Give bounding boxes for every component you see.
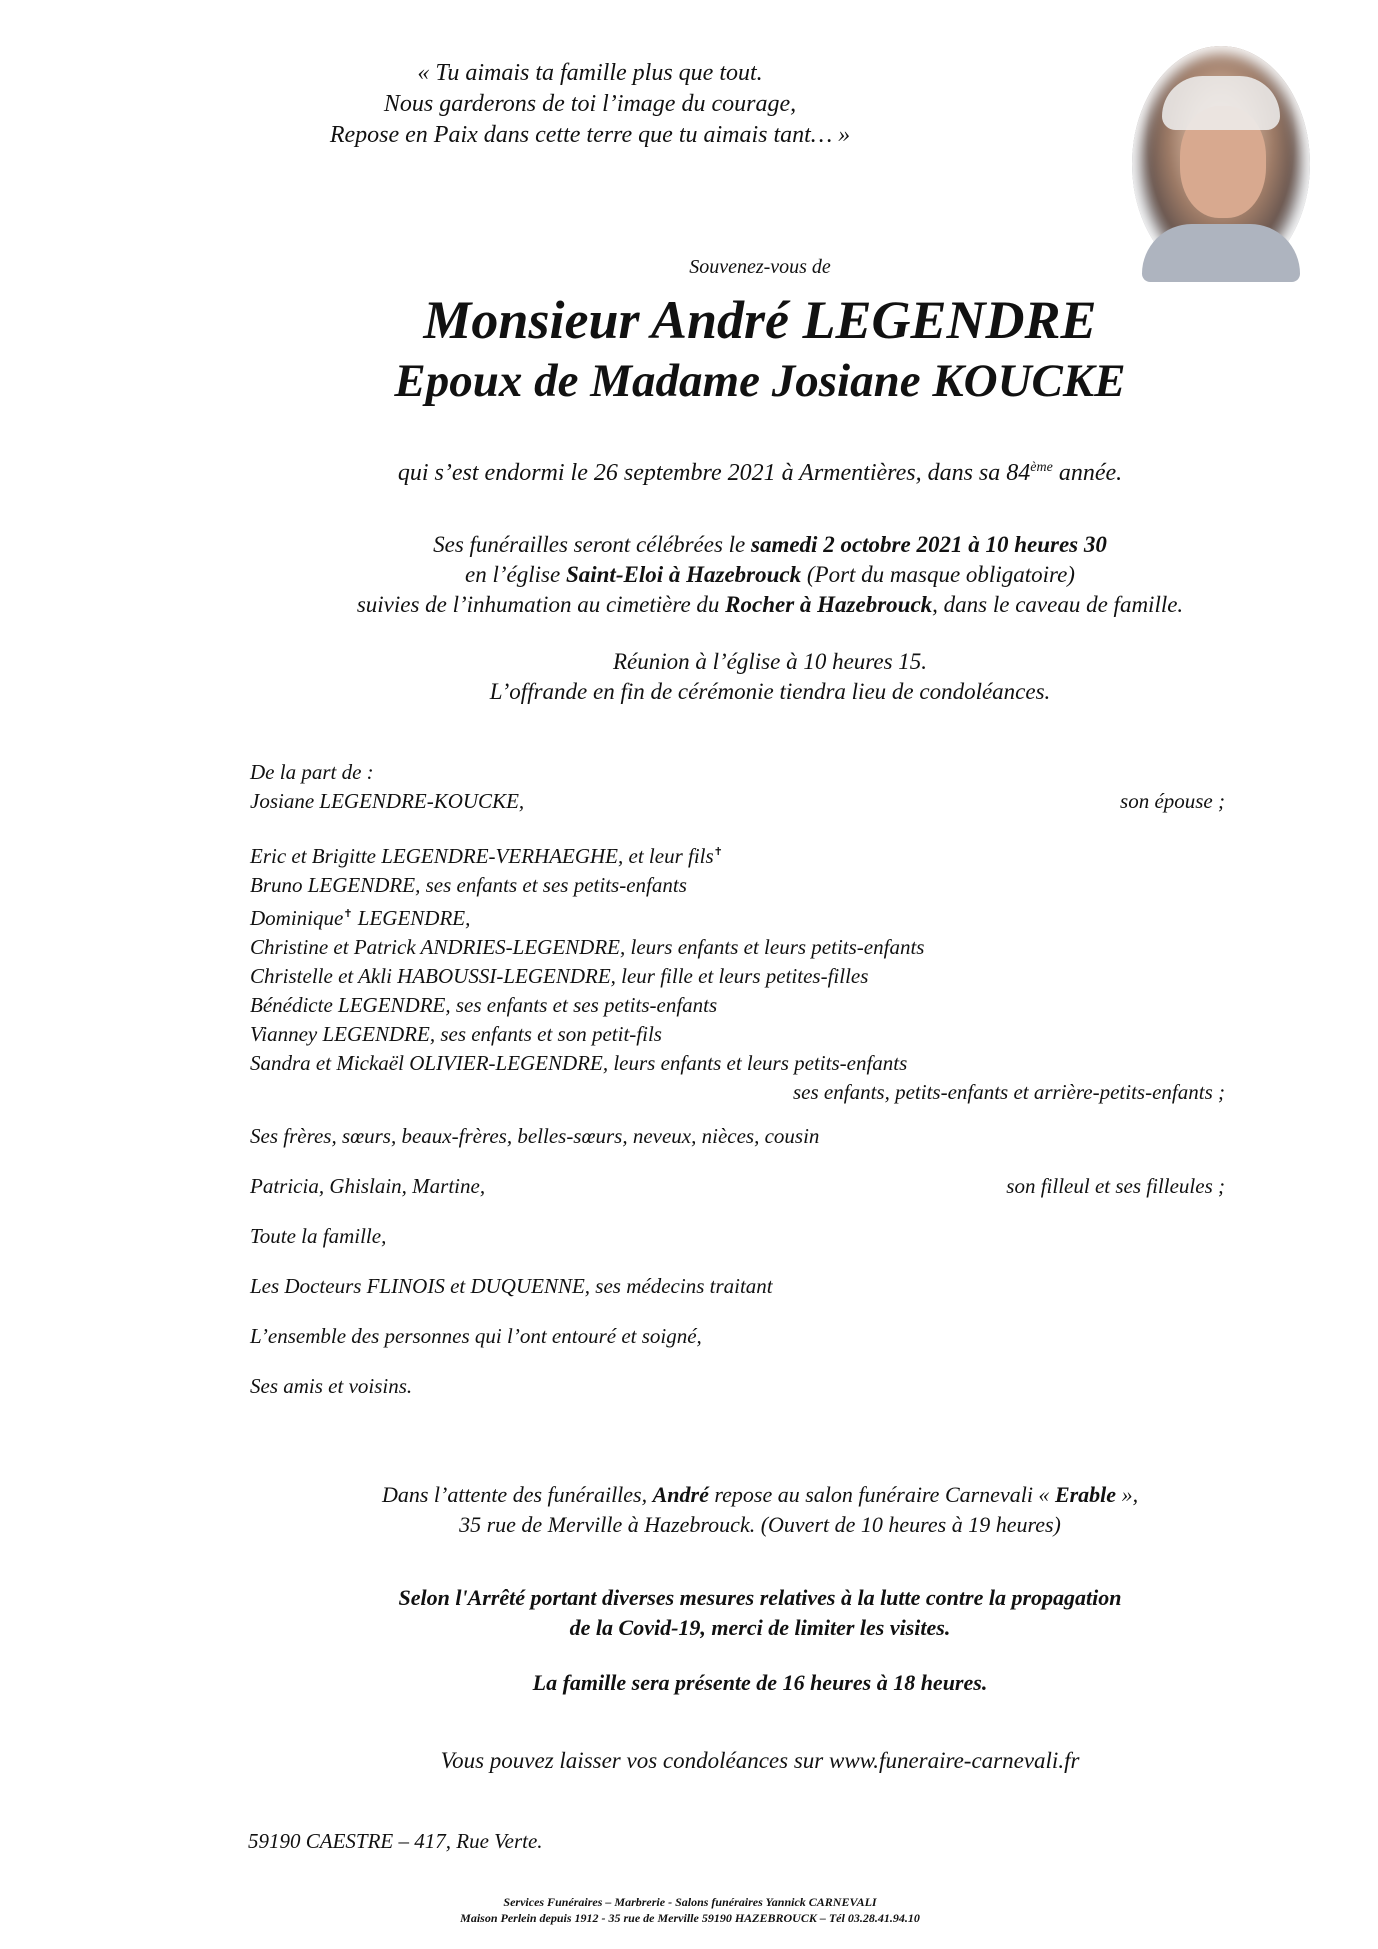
funeral-cemetery: Rocher à Hazebrouck: [725, 592, 933, 617]
cross-icon: ✝: [343, 908, 353, 920]
deceased-name: Monsieur André LEGENDRE: [423, 290, 1097, 350]
family-row-godchildren: [250, 1172, 1225, 1201]
reunion-line: L’offrande en fin de cérémonie tiendra lieu de condoléances.: [489, 679, 1051, 704]
address: 59190 CAESTRE – 417, Rue Verte.: [248, 1829, 543, 1853]
family-role: son épouse ;: [1120, 789, 1225, 813]
covid-notice: [200, 1583, 1320, 1643]
intro-text: Souvenez-vous de: [689, 256, 831, 278]
death-text: qui s’est endormi le 26 septembre 2021 à Armentières, dans sa 84: [397, 460, 1031, 486]
family-row-siblings: Ses frères, sœurs, beaux-frères, belles-sœurs, neveux, nièces, cousin: [250, 1124, 820, 1148]
reunion-line: Réunion à l’église à 10 heures 15.: [612, 649, 928, 674]
family-row-benedicte: Bénédicte LEGENDRE, ses enfants et ses petits-enfants: [250, 993, 718, 1017]
family-row-doctors: Les Docteurs FLINOIS et DUQUENNE, ses médecins traitant: [250, 1274, 773, 1298]
family-children-summary: ses enfants, petits-enfants et arrière-petits-enfants ;: [793, 1080, 1225, 1104]
footer-line: Services Funéraires – Marbrerie - Salons funéraires Yannick CARNEVALI: [503, 1895, 877, 1909]
death-notice: [200, 460, 1320, 487]
death-tail: année.: [1052, 460, 1123, 486]
funeral-date: samedi 2 octobre 2021 à 10 heures 30: [751, 532, 1107, 557]
salon-info: [200, 1480, 1320, 1540]
death-sup: ème: [1030, 460, 1053, 475]
family-row-all: Toute la famille,: [250, 1224, 387, 1248]
family-row-christine: Christine et Patrick ANDRIES-LEGENDRE, leurs enfants et leurs petits-enfants: [250, 935, 925, 959]
portrait-hair: [1162, 76, 1280, 130]
family-row-vianney: Vianney LEGENDRE, ses enfants et son petit-fils: [250, 1022, 662, 1046]
family-name: Eric et Brigitte LEGENDRE-VERHAEGHE, et leur fils: [250, 844, 714, 868]
funeral-details: [270, 530, 1270, 620]
family-row-josiane: [250, 787, 1225, 816]
footer: [200, 1894, 1180, 1926]
funeral-text: Ses funérailles seront célébrées le: [433, 532, 751, 557]
family-row-bruno: Bruno LEGENDRE, ses enfants et ses petits-enfants: [250, 873, 687, 897]
family-role: son filleul et ses filleules ;: [1006, 1174, 1225, 1198]
funeral-text: suivies de l’inhumation au cimetière du: [356, 592, 726, 617]
poem: [200, 58, 980, 151]
portrait-photo: [1132, 46, 1310, 282]
spouse-line: Epoux de Madame Josiane KOUCKE: [394, 355, 1126, 407]
poem-line: Nous garderons de toi l’image du courage,: [383, 91, 797, 117]
funeral-line-3: [270, 590, 1270, 620]
salon-text: repose au salon funéraire Carnevali «: [708, 1482, 1055, 1507]
footer-line: Maison Perlein depuis 1912 - 35 rue de Merville 59190 HAZEBROUCK – Tél 03.28.41.94.10: [460, 1911, 920, 1925]
family-name: Patricia, Ghislain, Martine,: [250, 1174, 486, 1198]
funeral-text: , dans le caveau de famille.: [932, 592, 1184, 617]
godchildren-row: [250, 1172, 1225, 1201]
salon-line-1: [200, 1480, 1320, 1510]
funeral-line-2: [270, 560, 1270, 590]
family-row-eric: [250, 838, 1225, 871]
poem-line: Repose en Paix dans cette terre que tu aimais tant… »: [329, 122, 851, 148]
reunion-info: [270, 647, 1270, 707]
salon-text: Dans l’attente des funérailles,: [381, 1482, 653, 1507]
salon-line-2: 35 rue de Merville à Hazebrouck. (Ouvert de 10 heures à 19 heures): [459, 1512, 1061, 1537]
family-row-christelle: Christelle et Akli HABOUSSI-LEGENDRE, leur fille et leurs petites-filles: [250, 964, 869, 988]
funeral-church: Saint-Eloi à Hazebrouck: [565, 562, 802, 587]
family-name: Dominique: [250, 906, 344, 930]
condolences-link-text: Vous pouvez laisser vos condoléances sur www.funeraire-carnevali.fr: [440, 1748, 1080, 1773]
funeral-line-1: [270, 530, 1270, 560]
cross-icon: ✝: [713, 846, 723, 858]
poem-line: « Tu aimais ta famille plus que tout.: [417, 60, 763, 86]
family-row-dominique: [250, 900, 1225, 933]
salon-text: »,: [1116, 1482, 1139, 1507]
family-block-children: [250, 838, 1225, 1107]
covid-line: de la Covid-19, merci de limiter les visites.: [569, 1615, 951, 1640]
presence-notice: La famille sera présente de 16 heures à 18 heures.: [532, 1670, 988, 1695]
family-row-sandra: Sandra et Mickaël OLIVIER-LEGENDRE, leurs enfants et leurs petits-enfants: [250, 1051, 908, 1075]
family-row-friends: Ses amis et voisins.: [250, 1374, 413, 1398]
covid-line: Selon l'Arrêté portant diverses mesures relatives à la lutte contre la propagation: [398, 1585, 1122, 1610]
family-row-carers: L’ensemble des personnes qui l’ont entouré et soigné,: [250, 1324, 702, 1348]
funeral-text: (Port du masque obligatoire): [801, 562, 1075, 587]
family-name: Josiane LEGENDRE-KOUCKE,: [250, 789, 525, 813]
family-block-1: [250, 758, 1225, 816]
funeral-text: en l’église: [465, 562, 566, 587]
family-name: LEGENDRE,: [352, 906, 471, 930]
from-label: De la part de :: [250, 760, 374, 784]
salon-room-bold: Erable: [1054, 1482, 1117, 1507]
salon-name-bold: André: [652, 1482, 709, 1507]
